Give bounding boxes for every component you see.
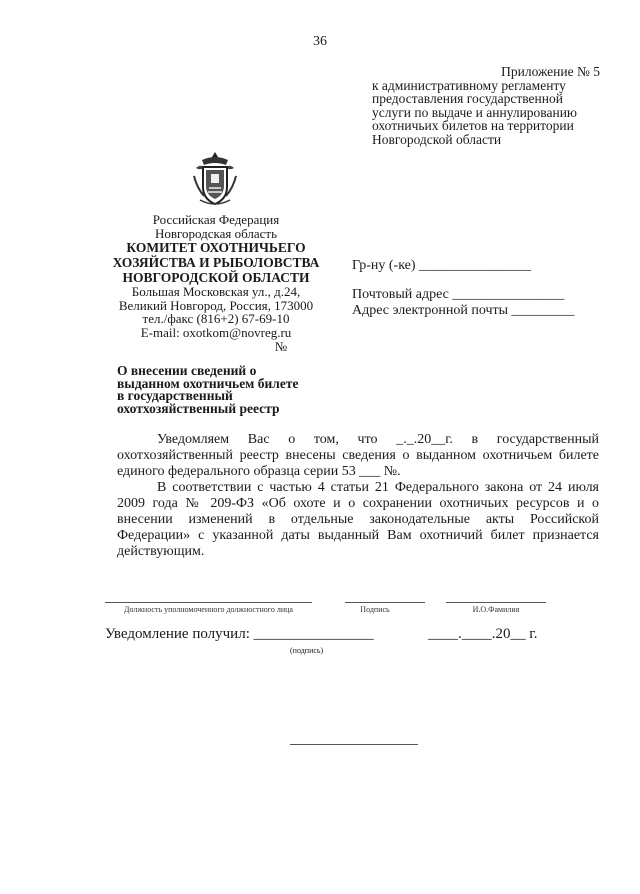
bottom-separator-line — [290, 744, 418, 745]
sender-org-line: КОМИТЕТ ОХОТНИЧЬЕГО — [126, 240, 306, 256]
sender-region: Новгородская область — [154, 225, 278, 241]
page-number: 36 — [313, 34, 327, 49]
sender-block — [110, 213, 322, 353]
subject-line: охотхозяйственный реестр — [117, 400, 280, 416]
recipient-postal-line: Почтовый адрес ________________ — [352, 287, 565, 302]
sender-phone: тел./факс (816+2) 67-69-10 — [142, 311, 290, 327]
recipient-name-line: Гр-ну (-ке) ________________ — [352, 258, 532, 273]
appendix-title: Приложение № 5 — [501, 64, 600, 79]
appendix-line: услуги по выдаче и аннулированию — [372, 104, 578, 120]
appendix-block — [372, 65, 612, 146]
receipt-label: Уведомление получил: ________________ — [105, 626, 374, 642]
name-label: И.О.Фамилия — [472, 605, 520, 614]
receipt-signature-caption: (подпись) — [290, 646, 324, 655]
body-paragraph: Уведомляем Вас о том, что _._.20__г. в государственный охотхозяйственный реестр внесены сведения о выданном охотничьем билете единого федерального образца серии 53 ___ №. — [117, 432, 599, 479]
document-number-sign: № — [274, 338, 288, 354]
sender-address: Великий Новгород, Россия, 173000 — [118, 297, 314, 313]
appendix-line: Новгородской области — [372, 131, 502, 147]
receipt-date: ____.____.20__ г. — [428, 626, 538, 642]
sender-org-line: ХОЗЯЙСТВА И РЫБОЛОВСТВА — [112, 255, 320, 271]
subject-line: О внесении сведений о — [117, 363, 257, 378]
position-label: Должность уполномоченного должностного лица — [124, 605, 293, 614]
coat-of-arms-icon — [190, 150, 240, 210]
body-text — [117, 432, 599, 560]
appendix-line: предоставления государственной — [372, 91, 563, 106]
body-paragraph: В соответствии с частью 4 статьи 21 Федерального закона от 24 июля 2009 года № 209-ФЗ «Об охоте и о сохранении охотничьих ресурсов и о внесении изменений в отдельные законодательные акты Российской Федерации» с указанной даты выданный Вам охотничий билет признается действующим. — [117, 480, 599, 559]
name-line — [446, 602, 546, 603]
recipient-email-line: Адрес электронной почты _________ — [352, 303, 575, 318]
signature-line — [345, 602, 425, 603]
sender-org-line: НОВГОРОДСКОЙ ОБЛАСТИ — [122, 270, 310, 286]
sender-email: E-mail: oxotkom@novreg.ru — [140, 324, 292, 340]
sender-address: Большая Московская ул., д.24, — [131, 284, 301, 300]
sender-country: Российская Федерация — [152, 212, 280, 227]
subject-line: в государственный — [117, 388, 233, 403]
appendix-line: охотничьих билетов на территории — [372, 118, 574, 133]
position-line — [105, 602, 312, 603]
subject-block — [117, 365, 317, 415]
recipient-block — [352, 258, 622, 319]
signature-label: Подпись — [360, 605, 390, 614]
subject-line: выданном охотничьем билете — [117, 375, 299, 391]
appendix-line: к административному регламенту — [372, 77, 566, 93]
